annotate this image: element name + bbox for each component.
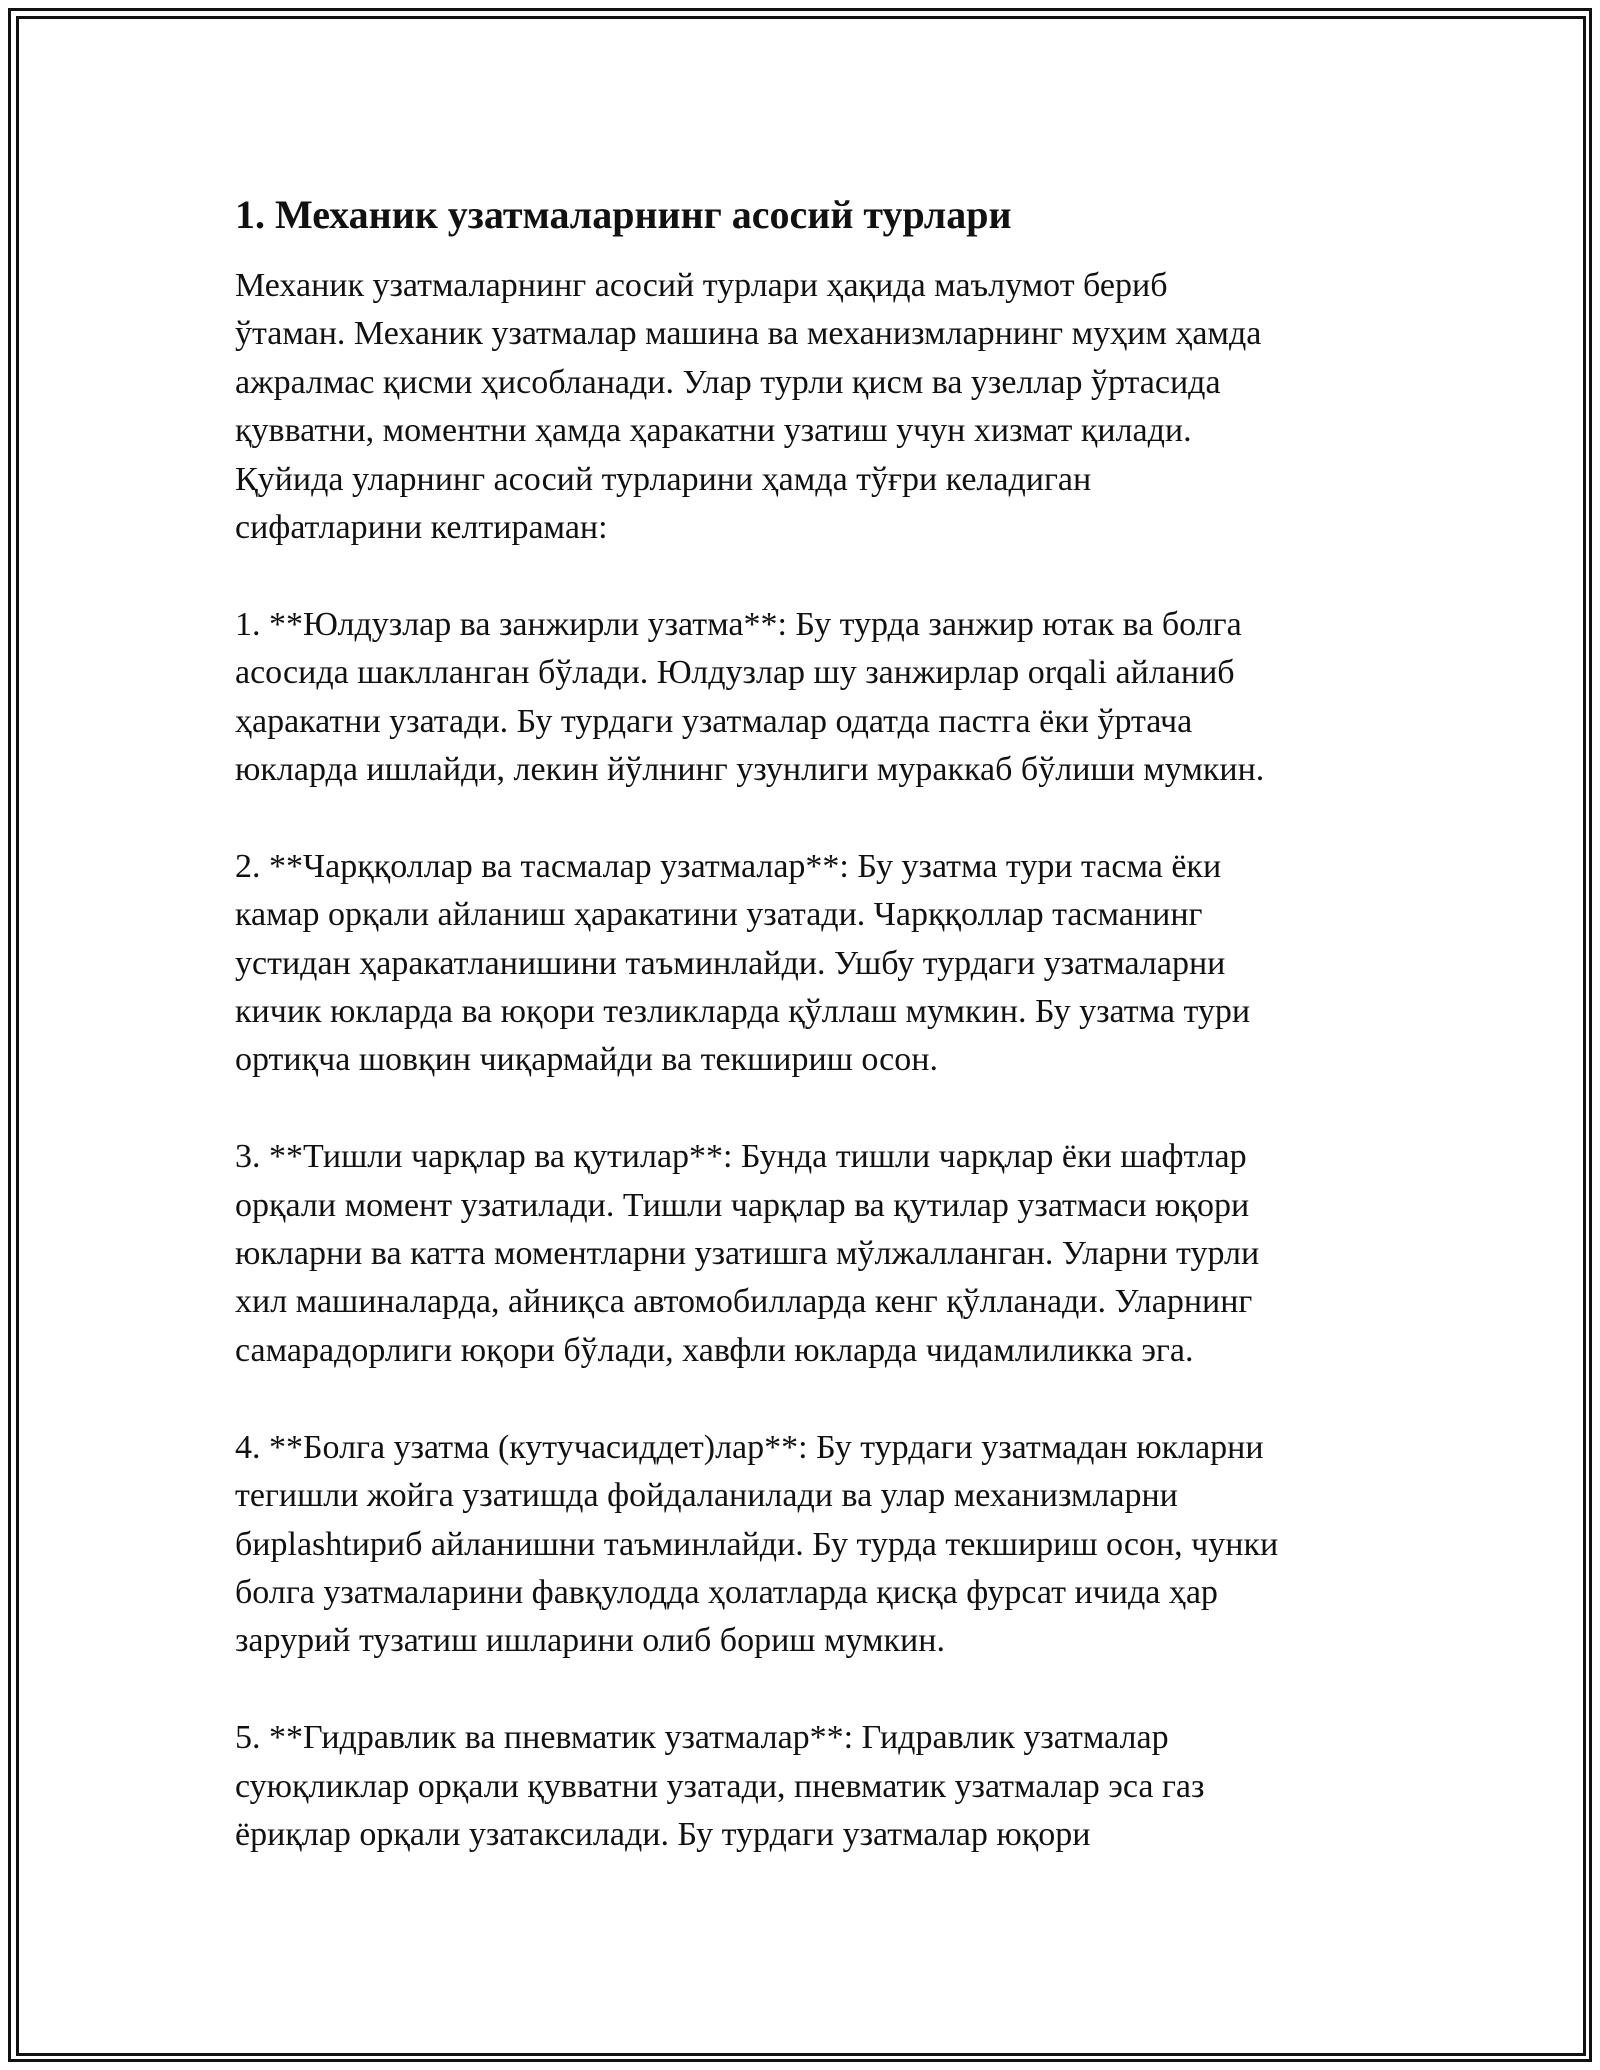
intro-line: сифатларини келтираман: — [235, 509, 608, 547]
document-body — [235, 188, 1370, 1859]
item-line: бирlashtириб айланишни таъминлайди. Бу турда текшириш осон, чунки — [235, 1525, 1279, 1563]
item-line: орқали момент узатилади. Тишли чарқлар ва қутилар узатмаси юқори — [235, 1186, 1250, 1224]
list-item-belt-drive — [235, 843, 1370, 1085]
item-line: ёриқлар орқали узатаксилади. Бу турдаги узатмалар юқори — [235, 1815, 1091, 1853]
item-line: 3. **Тишли чарқлар ва қутилар**: Бунда тишли чарқлар ёки шафтлар — [235, 1138, 1247, 1176]
item-line: юкларда ишлайди, лекин йўлнинг узунлиги мураккаб бўлиши мумкин. — [235, 751, 1265, 789]
item-line: ҳаракатни узатади. Бу турдаги узатмалар одатда пастга ёки ўртача — [235, 702, 1193, 740]
item-line: хил машиналарда, айниқса автомобилларда кенг қўлланади. Уларнинг — [235, 1283, 1253, 1321]
page-title: 1. Механик узатмаларнинг асосий турлари — [235, 192, 1012, 237]
intro-paragraph — [235, 262, 1370, 552]
list-item-hydraulic-drive — [235, 1714, 1370, 1859]
item-line: самарадорлиги юқори бўлади, хавфли юкларда чидамлиликка эга. — [235, 1331, 1194, 1369]
item-line: асосида шаклланган бўлади. Юлдузлар шу занжирлар orqali айланиб — [235, 654, 1235, 692]
item-line: кичик юкларда ва юқори тезликларда қўллаш мумкин. Бу узатма тури — [235, 993, 1251, 1031]
item-line: болга узатмаларини фавқулодда ҳолатларда қисқа фурсат ичида ҳар — [235, 1573, 1218, 1611]
item-line: 2. **Чарққоллар ва тасмалар узатмалар**: Бу узатма тури тасма ёки — [235, 847, 1222, 885]
intro-line: Қуйида уларнинг асосий турларини ҳамда тўғри келадиган — [235, 460, 1092, 498]
list-item-hammer-drive — [235, 1424, 1370, 1666]
item-line: камар орқали айланиш ҳаракатини узатади. Чарққоллар тасманинг — [235, 896, 1203, 934]
item-line: устидан ҳаракатланишини таъминлайди. Ушбу турдаги узатмаларни — [235, 944, 1226, 982]
intro-line: ўтаман. Механик узатмалар машина ва механизмларнинг муҳим ҳамда — [235, 315, 1262, 353]
item-line: юкларни ва катта моментларни узатишга мўлжалланган. Уларни турли — [235, 1235, 1260, 1273]
intro-line: Механик узатмаларнинг асосий турлари ҳақида маълумот бериб — [235, 267, 1168, 304]
item-line: 4. **Болга узатма (кутучасиддет)лар**: Бу турдаги узатмадан юкларни — [235, 1428, 1264, 1466]
intro-line: қувватни, моментни ҳамда ҳаракатни узатиш учун хизмат қилади. — [235, 412, 1192, 450]
item-line: 1. **Юлдузлар ва занжирли узатма**: Бу турда занжир ютак ва болга — [235, 605, 1242, 643]
intro-line: ажралмас қисми ҳисобланади. Улар турли қисм ва узеллар ўртасида — [235, 363, 1221, 401]
item-line: зарурий тузатиш ишларини олиб бориш мумкин. — [235, 1622, 945, 1660]
item-line: ортиқча шовқин чиқармайди ва текшириш осон. — [235, 1041, 938, 1079]
item-line: тегишли жойга узатишда фойдаланилади ва улар механизмларни — [235, 1477, 1178, 1515]
item-line: 5. **Гидравлик ва пневматик узатмалар**: Гидравлик узатмалар — [235, 1719, 1169, 1757]
list-item-gear-drive — [235, 1133, 1370, 1375]
item-line: суюқликлар орқали қувватни узатади, пневматик узатмалар эса газ — [235, 1767, 1205, 1805]
list-item-chain-drive — [235, 601, 1370, 795]
